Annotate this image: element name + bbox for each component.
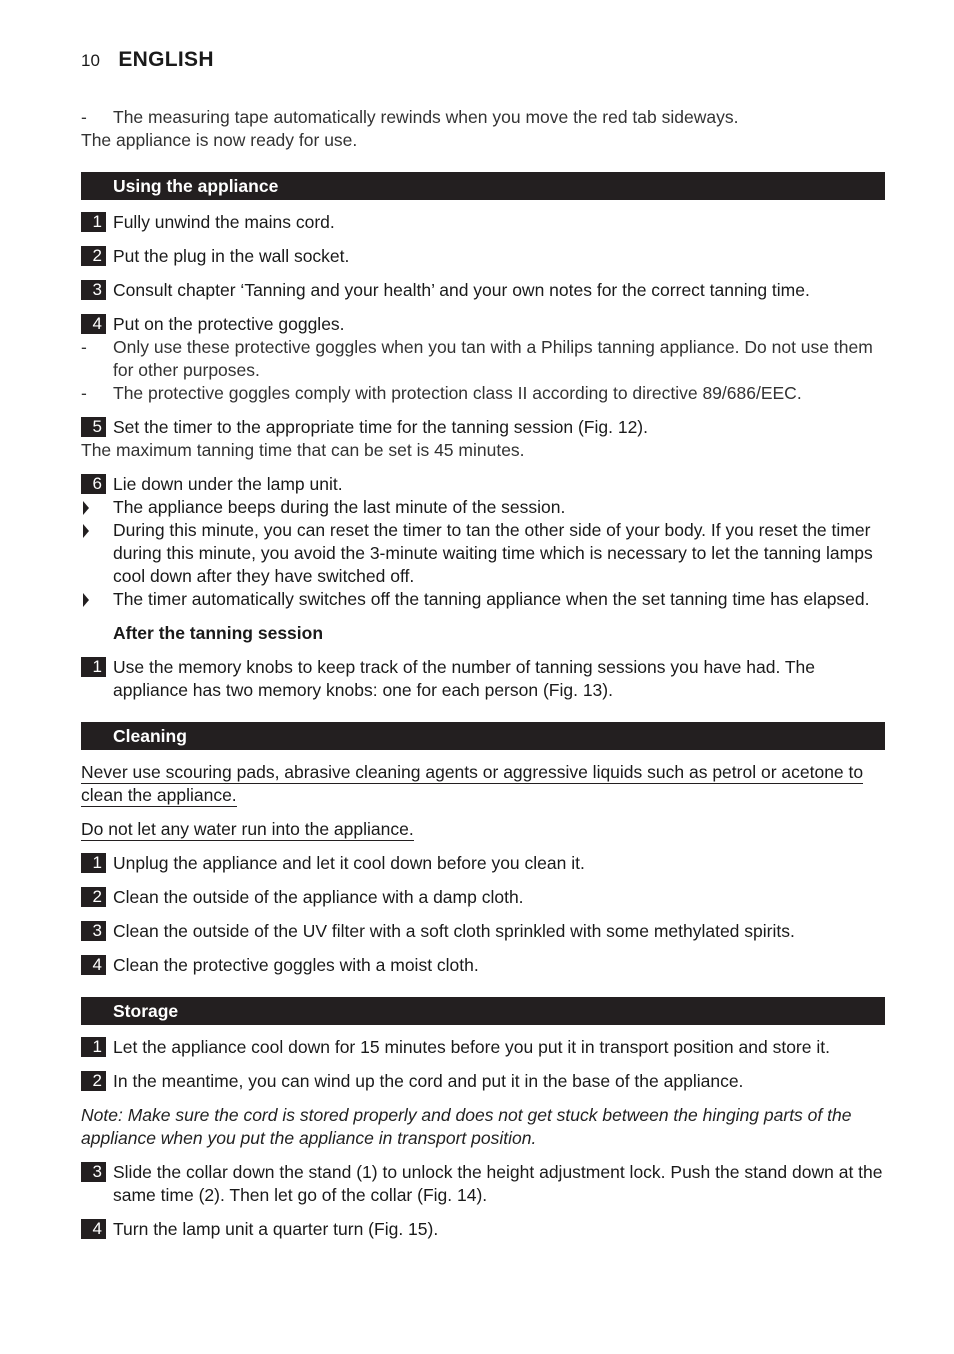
max-time-note: The maximum tanning time that can be set is 45 minutes. (81, 440, 525, 460)
step-text: Clean the outside of the appliance with a damp cloth. (113, 887, 524, 907)
dash-marker: - (81, 337, 87, 357)
step-text: In the meantime, you can wind up the cord and put it in the base of the appliance. (113, 1071, 744, 1091)
section-heading-using: Using the appliance (81, 172, 885, 200)
step-number: 1 (81, 212, 106, 232)
using-step-4 (81, 313, 885, 336)
storage-step-4 (81, 1218, 885, 1241)
page-language-title: ENGLISH (118, 48, 214, 71)
step-text: Consult chapter ‘Tanning and your health’ and your own notes for the correct tanning time. (113, 280, 810, 300)
cleaning-step-3 (81, 920, 885, 943)
using-step-2 (81, 245, 885, 268)
using-step-5 (81, 416, 885, 439)
step-number: 3 (81, 1162, 106, 1182)
dash-marker: - (81, 107, 87, 127)
warning-text: Never use scouring pads, abrasive cleaning agents or aggressive liquids such as petrol or acetone to clean the appliance. (81, 762, 864, 805)
goggles-dash-item-2 (81, 382, 885, 405)
step-text: Clean the protective goggles with a moist cloth. (113, 955, 479, 975)
step-number: 6 (81, 474, 106, 494)
using-step-1 (81, 211, 885, 234)
step-text: Clean the outside of the UV filter with a soft cloth sprinkled with some methylated spirits. (113, 921, 795, 941)
result-bullet-2 (81, 519, 885, 588)
step-number: 2 (81, 887, 106, 907)
bullet-triangle-icon (83, 593, 89, 607)
step-number: 3 (81, 921, 106, 941)
intro-dash-text: The measuring tape automatically rewinds when you move the red tab sideways. (113, 107, 739, 127)
step-number: 1 (81, 657, 106, 677)
subheading-after-session: After the tanning session (113, 623, 324, 643)
using-step-3 (81, 279, 885, 302)
step-text: Fully unwind the mains cord. (113, 212, 335, 232)
bullet-triangle-icon (83, 501, 89, 515)
step-text: Put on the protective goggles. (113, 314, 345, 334)
storage-step-1 (81, 1036, 885, 1059)
result-bullet-1 (81, 496, 885, 519)
step-number: 4 (81, 1219, 106, 1239)
page-header (81, 48, 214, 72)
section-heading-storage: Storage (81, 997, 885, 1025)
after-step-1 (81, 656, 885, 702)
storage-note: Note: Make sure the cord is stored properly and does not get stuck between the hinging parts of the appliance when you put the appliance in transport position. (81, 1105, 852, 1148)
step-number: 2 (81, 1071, 106, 1091)
intro-ready-text: The appliance is now ready for use. (81, 130, 358, 150)
step-number: 3 (81, 280, 106, 300)
cleaning-warning-1 (81, 761, 885, 807)
step-number: 4 (81, 314, 106, 334)
dash-text: The protective goggles comply with protection class II according to directive 89/686/EEC. (113, 383, 802, 403)
step-text: Let the appliance cool down for 15 minutes before you put it in transport position and store it. (113, 1037, 830, 1057)
result-bullet-3 (81, 588, 885, 611)
step-text: Turn the lamp unit a quarter turn (Fig. 15). (113, 1219, 439, 1239)
bullet-text: The timer automatically switches off the tanning appliance when the set tanning time has elapsed. (113, 589, 870, 609)
cleaning-warning-2 (81, 818, 885, 841)
step-text: Set the timer to the appropriate time for the tanning session (Fig. 12). (113, 417, 648, 437)
step-number: 1 (81, 1037, 106, 1057)
cleaning-step-1 (81, 852, 885, 875)
dash-marker: - (81, 383, 87, 403)
using-step-6 (81, 473, 885, 496)
step-text: Lie down under the lamp unit. (113, 474, 343, 494)
bullet-triangle-icon (83, 524, 89, 538)
step-number: 2 (81, 246, 106, 266)
section-heading-cleaning: Cleaning (81, 722, 885, 750)
storage-step-3 (81, 1161, 885, 1207)
step-text: Unplug the appliance and let it cool down before you clean it. (113, 853, 585, 873)
page-number: 10 (81, 51, 100, 70)
bullet-text: The appliance beeps during the last minute of the session. (113, 497, 566, 517)
step-number: 5 (81, 417, 106, 437)
storage-step-2 (81, 1070, 885, 1093)
bullet-text: During this minute, you can reset the timer to tan the other side of your body. If you reset the timer during this minute, you avoid the 3-minute waiting time which is necessary to let the tanning lamps cool down after they have switched off. (113, 520, 873, 586)
step-text: Put the plug in the wall socket. (113, 246, 350, 266)
cleaning-step-4 (81, 954, 885, 977)
step-number: 4 (81, 955, 106, 975)
step-text: Use the memory knobs to keep track of the number of tanning sessions you have had. The appliance has two memory knobs: one for each person (Fig. 13). (113, 657, 816, 700)
intro-dash-item (81, 106, 885, 129)
warning-text: Do not let any water run into the appliance. (81, 819, 414, 839)
cleaning-step-2 (81, 886, 885, 909)
step-number: 1 (81, 853, 106, 873)
step-text: Slide the collar down the stand (1) to unlock the height adjustment lock. Push the stand down at the same time (2). Then let go of the collar (Fig. 14). (113, 1162, 883, 1205)
dash-text: Only use these protective goggles when you tan with a Philips tanning appliance. Do not use them for other purposes. (113, 337, 873, 380)
page-content (81, 106, 885, 1252)
goggles-dash-item-1 (81, 336, 885, 382)
